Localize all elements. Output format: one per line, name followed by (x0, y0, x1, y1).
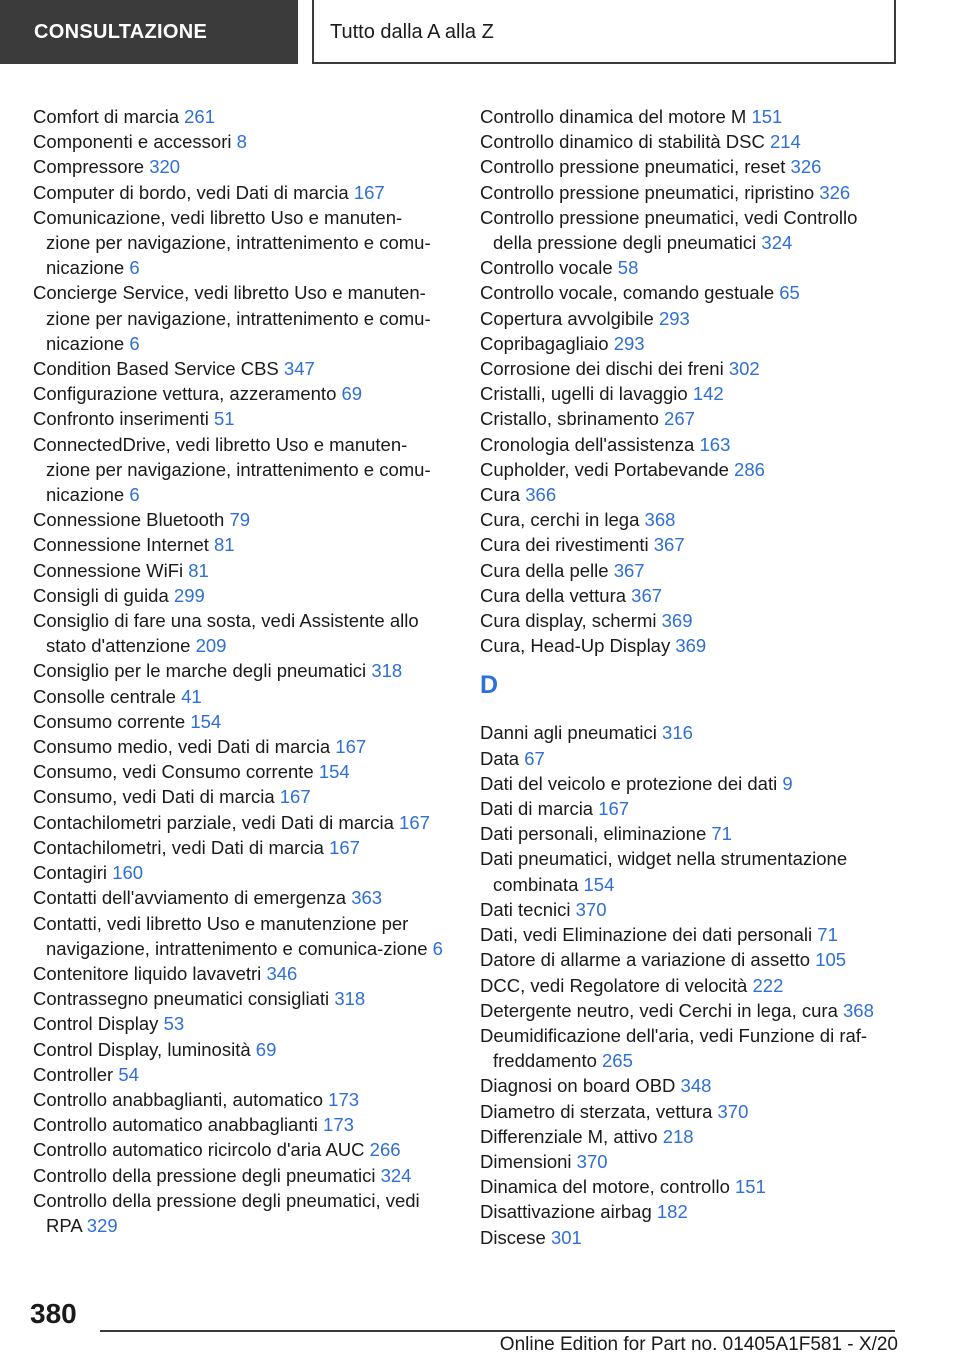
index-entry (480, 280, 900, 305)
page-reference-link[interactable]: 167 (335, 736, 367, 758)
index-entry-text: Cura (480, 484, 521, 506)
index-entry (480, 255, 900, 280)
index-entry-text: Cristalli, ugelli di lavaggio (480, 383, 688, 405)
index-entry (33, 406, 443, 431)
index-entry-text: Corrosione dei dischi dei freni (480, 358, 724, 380)
index-entry (33, 911, 443, 961)
index-entry-text: Data (480, 747, 520, 769)
page-reference-link[interactable]: 267 (664, 408, 695, 430)
index-entry (33, 1087, 443, 1112)
page-reference-link[interactable]: 367 (653, 534, 685, 556)
index-entry (33, 835, 443, 860)
page-reference-link[interactable]: 51 (213, 408, 235, 430)
index-entry (480, 558, 900, 583)
index-entry-text: Contachilometri parziale, vedi Dati di marcia (33, 811, 394, 833)
index-entry-text: Connessione Bluetooth (33, 509, 225, 531)
index-entry (33, 961, 443, 986)
section-letter-heading: D (480, 671, 499, 700)
page-reference-link[interactable]: 266 (369, 1139, 401, 1161)
index-entry-text: Contagiri (33, 862, 108, 884)
index-entry-text: Controllo della pressione degli pneumatici (33, 1164, 376, 1186)
page-reference-link[interactable]: 173 (323, 1114, 354, 1136)
index-group-c (480, 104, 900, 658)
page-reference-link[interactable]: 209 (195, 635, 227, 657)
index-entry-text: Cura, cerchi in lega (480, 509, 640, 531)
index-entry-text: Computer di bordo, vedi Dati di marcia (33, 181, 349, 203)
index-entry-text: Control Display, luminosità (33, 1038, 251, 1060)
index-entry-text: Contatti, vedi libretto Uso e manutenzione per navigazione, intrattenimento e comunica-zione (33, 912, 428, 959)
index-entry-text: Consigli di guida (33, 584, 169, 606)
index-entry (480, 356, 900, 381)
index-entry-text: Diametro di sterzata, vettura (480, 1100, 713, 1122)
index-entry-text: Dati, vedi Eliminazione dei dati personali (480, 924, 813, 946)
index-entry-text: Controllo vocale (480, 257, 613, 279)
index-entry (480, 846, 900, 896)
index-entry (33, 280, 443, 356)
page-reference-link[interactable]: 326 (790, 156, 822, 178)
index-entry (480, 821, 900, 846)
page-reference-link[interactable]: 363 (351, 887, 383, 909)
index-entry (480, 973, 900, 998)
index-entry (33, 1011, 443, 1036)
index-entry-text: Cristallo, sbrinamento (480, 408, 659, 430)
index-entry (33, 1137, 443, 1162)
index-entry (33, 507, 443, 532)
index-entry-text: Dati personali, eliminazione (480, 823, 707, 845)
index-entry-text: Dati pneumatici, widget nella strumentazione combinata (480, 848, 848, 895)
page-reference-link[interactable]: 367 (631, 584, 663, 606)
index-entry (480, 1149, 900, 1174)
index-entry-text: Controllo vocale, comando gestuale (480, 282, 775, 304)
index-entry (33, 154, 443, 179)
index-entry (33, 608, 443, 658)
page-reference-link[interactable]: 326 (819, 181, 851, 203)
page-reference-link[interactable]: 79 (229, 509, 251, 531)
index-entry (33, 1062, 443, 1087)
page-reference-link[interactable]: 6 (129, 257, 140, 279)
topic-tab: Tutto dalla A alla Z (312, 0, 896, 64)
index-entry (33, 1112, 443, 1137)
index-entry (480, 922, 900, 947)
page-reference-link[interactable]: 154 (583, 873, 615, 895)
page-reference-link[interactable]: 151 (751, 106, 783, 127)
index-entry-text: Cura della vettura (480, 584, 627, 606)
index-entry (33, 1188, 443, 1238)
page-reference-link[interactable]: 167 (279, 786, 311, 808)
page-header (0, 0, 960, 66)
index-entry-text: Copertura avvolgibile (480, 307, 654, 329)
index-entry-text: Consumo corrente (33, 710, 186, 732)
page-reference-link[interactable]: 67 (524, 747, 545, 769)
index-entry (33, 658, 443, 683)
index-entry (480, 432, 900, 457)
page-reference-link[interactable]: 167 (399, 811, 430, 833)
page-reference-link[interactable]: 81 (214, 534, 235, 556)
footer-divider (100, 1330, 895, 1332)
index-entry (480, 306, 900, 331)
page-reference-link[interactable]: 154 (190, 710, 222, 732)
index-entry-text: Cronologia dell'assistenza (480, 433, 695, 455)
page-reference-link[interactable]: 301 (550, 1226, 582, 1248)
index-entry (33, 759, 443, 784)
index-entry-text: Connessione WiFi (33, 559, 184, 581)
index-entry-text: Dati tecnici (480, 898, 571, 920)
page-reference-link[interactable]: 214 (769, 131, 801, 153)
index-entry (480, 406, 900, 431)
page-number: 380 (30, 1298, 77, 1329)
index-entry (33, 205, 443, 281)
page-reference-link[interactable]: 8 (236, 131, 247, 153)
index-entry (33, 381, 443, 406)
page-reference-link[interactable]: 293 (613, 332, 645, 354)
section-tab: CONSULTAZIONE (0, 0, 298, 64)
index-entry-text: Consiglio per le marche degli pneumatici (33, 660, 367, 682)
index-entry-text: Discese (480, 1226, 546, 1248)
index-entry (480, 1023, 900, 1073)
index-entry (33, 583, 443, 608)
index-entry-text: Contatti dell'avviamento di emergenza (33, 887, 347, 909)
index-entry-text: Componenti e accessori (33, 131, 232, 153)
index-entry (33, 1163, 443, 1188)
index-entry (480, 154, 900, 179)
index-entry (480, 1073, 900, 1098)
page-reference-link[interactable]: 370 (576, 1150, 608, 1172)
index-entry (480, 507, 900, 532)
index-entry (33, 784, 443, 809)
page-reference-link[interactable]: 81 (188, 559, 209, 581)
page-reference-link[interactable]: 318 (371, 660, 403, 682)
index-entry (480, 796, 900, 821)
index-entry (480, 205, 900, 255)
index-entry (33, 104, 443, 129)
index-entry (33, 558, 443, 583)
page-reference-link[interactable]: 366 (525, 484, 557, 506)
page-reference-link[interactable]: 182 (656, 1201, 688, 1223)
page-reference-link[interactable]: 320 (149, 156, 181, 178)
index-entry-text: Controllo anabbaglianti, automatico (33, 1088, 324, 1110)
index-entry-text: Deumidificazione dell'aria, vedi Funzione di raf-freddamento (480, 1024, 868, 1072)
page-reference-link[interactable]: 369 (675, 635, 707, 657)
index-entry-text: Comunicazione, vedi libretto Uso e manuten-zione per navigazione, intrattenimento e comu-nicazione (33, 206, 431, 279)
page-reference-link[interactable]: 163 (699, 433, 731, 455)
index-entry (33, 180, 443, 205)
index-entry (480, 482, 900, 507)
index-entry (480, 608, 900, 633)
index-column-right (480, 104, 900, 1250)
index-entry-text: Controllo dinamico di stabilità DSC (480, 131, 765, 153)
index-entry-text: Diagnosi on board OBD (480, 1075, 676, 1097)
page-reference-link[interactable]: 299 (173, 584, 205, 606)
page-reference-link[interactable]: 160 (112, 862, 144, 884)
page-reference-link[interactable]: 167 (598, 798, 630, 820)
page-reference-link[interactable]: 53 (163, 1013, 185, 1035)
page-reference-link[interactable]: 41 (181, 685, 202, 707)
index-entry-text: Consumo, vedi Dati di marcia (33, 786, 275, 808)
page-reference-link[interactable]: 347 (283, 358, 315, 380)
index-entry-text: Condition Based Service CBS (33, 358, 279, 380)
index-entry-text: Detergente neutro, vedi Cerchi in lega, cura (480, 999, 838, 1021)
page-reference-link[interactable]: 6 (432, 937, 443, 959)
page-reference-link[interactable]: 105 (815, 949, 847, 971)
index-group-d (480, 720, 900, 1249)
index-entry-text: Datore di allarme a variazione di assetto (480, 949, 811, 971)
index-entry-text: Controller (33, 1063, 114, 1085)
index-entry-text: Dinamica del motore, controllo (480, 1176, 730, 1198)
page-reference-link[interactable]: 71 (817, 924, 838, 946)
page-reference-link[interactable]: 293 (658, 307, 690, 329)
index-entry-text: Controllo pressione pneumatici, reset (480, 156, 786, 178)
index-entry (480, 457, 900, 482)
edition-footer: Online Edition for Part no. 01405A1F581 - X/20 (499, 1334, 898, 1355)
index-entry (480, 1199, 900, 1224)
index-entry-text: Contachilometri, vedi Dati di marcia (33, 836, 324, 858)
index-entry-text: Dati del veicolo e protezione dei dati (480, 772, 778, 794)
index-entry (480, 720, 900, 745)
page-reference-link[interactable]: 173 (328, 1088, 360, 1110)
index-entry-text: Contrassegno pneumatici consigliati (33, 988, 330, 1010)
index-column-left (33, 104, 443, 1238)
index-entry (480, 381, 900, 406)
page-reference-link[interactable]: 316 (662, 722, 693, 744)
index-entry (33, 860, 443, 885)
index-entry (33, 709, 443, 734)
index-entry-text: Consiglio di fare una sosta, vedi Assistente allo stato d'attenzione (33, 610, 419, 657)
index-entry (33, 432, 443, 508)
index-entry (480, 1174, 900, 1199)
page-reference-link[interactable]: 65 (779, 282, 800, 304)
page-reference-link[interactable]: 69 (341, 383, 363, 405)
index-entry (480, 129, 900, 154)
index-entry (480, 532, 900, 557)
page-reference-link[interactable]: 222 (752, 974, 784, 996)
index-entry-text: ConnectedDrive, vedi libretto Uso e manuten-zione per navigazione, intrattenimento e comu-nicazione (33, 433, 431, 506)
index-entry (480, 331, 900, 356)
page-reference-link[interactable]: 324 (380, 1164, 412, 1186)
index-entry-text: Controllo automatico anabbaglianti (33, 1114, 318, 1136)
index-entry (480, 180, 900, 205)
index-entry-text: Differenziale M, attivo (480, 1125, 658, 1147)
page-reference-link[interactable]: 69 (255, 1038, 277, 1060)
index-entry-text: Dati di marcia (480, 798, 594, 820)
page-reference-link[interactable]: 54 (118, 1063, 139, 1085)
page-reference-link[interactable]: 302 (728, 358, 760, 380)
page-reference-link[interactable]: 370 (575, 898, 607, 920)
index-entry (480, 583, 900, 608)
index-entry (33, 734, 443, 759)
index-entry (480, 746, 900, 771)
index-entry (480, 1124, 900, 1149)
index-entry-text: Concierge Service, vedi libretto Uso e manuten-zione per navigazione, intrattenimento e comu-nicazione (33, 282, 431, 354)
index-entry-text: Cupholder, vedi Portabevande (480, 458, 729, 480)
page-reference-link[interactable]: 71 (711, 823, 732, 845)
index-entry-text: Cura dei rivestimenti (480, 534, 649, 556)
index-entry (480, 104, 900, 129)
index-entry-text: Disattivazione airbag (480, 1201, 652, 1223)
page-reference-link[interactable]: 167 (353, 181, 385, 203)
index-entry (480, 947, 900, 972)
page-reference-link[interactable]: 154 (318, 761, 350, 783)
index-entry-text: Controllo pressione pneumatici, vedi Controllo della pressione degli pneumatici (480, 206, 858, 254)
index-entry-text: Copribagagliaio (480, 332, 609, 354)
index-entry (480, 897, 900, 922)
page-reference-link[interactable]: 367 (613, 559, 645, 581)
index-entry-text: Cura della pelle (480, 559, 609, 581)
page-reference-link[interactable]: 329 (86, 1214, 118, 1236)
page-reference-link[interactable]: 265 (602, 1050, 633, 1072)
index-entry (480, 998, 900, 1023)
index-entry-text: Cura, Head-Up Display (480, 635, 671, 657)
index-entry-text: Cura display, schermi (480, 610, 657, 632)
page-reference-link[interactable]: 369 (661, 610, 693, 632)
index-entry (33, 1037, 443, 1062)
index-entry-text: Controllo della pressione degli pneumatici, vedi RPA (33, 1189, 420, 1236)
page-reference-link[interactable]: 6 (129, 332, 140, 354)
index-entry-text: Consolle centrale (33, 685, 176, 707)
index-entry (480, 771, 900, 796)
page-reference-link[interactable]: 9 (782, 772, 793, 794)
index-entry (33, 885, 443, 910)
index-entry (33, 129, 443, 154)
index-entry (33, 810, 443, 835)
page-reference-link[interactable]: 58 (617, 257, 639, 279)
index-entry-text: Comfort di marcia (33, 106, 179, 127)
page-reference-link[interactable]: 346 (266, 962, 298, 984)
page-reference-link[interactable]: 142 (692, 383, 724, 405)
page-reference-link[interactable]: 6 (129, 484, 140, 506)
page-reference-link[interactable]: 167 (329, 836, 360, 858)
index-entry-text: Configurazione vettura, azzeramento (33, 383, 337, 405)
page-reference-link[interactable]: 368 (843, 999, 874, 1021)
index-entry-text: Control Display (33, 1013, 159, 1035)
index-entry (33, 532, 443, 557)
index-entry-text: Confronto inserimenti (33, 408, 209, 430)
page-reference-link[interactable]: 151 (735, 1176, 766, 1198)
index-entry-text: Controllo pressione pneumatici, ripristino (480, 181, 815, 203)
index-entry-text: Controllo dinamica del motore M (480, 106, 747, 127)
page-reference-link[interactable]: 218 (662, 1125, 694, 1147)
index-entry-text: Danni agli pneumatici (480, 722, 657, 744)
index-entry-text: Compressore (33, 156, 145, 178)
index-entry (480, 1225, 900, 1250)
index-entry-text: Controllo automatico ricircolo d'aria AUC (33, 1139, 365, 1161)
page-reference-link[interactable]: 368 (644, 509, 676, 531)
index-entry (33, 986, 443, 1011)
page-reference-link[interactable]: 318 (334, 988, 366, 1010)
page-reference-link[interactable]: 261 (184, 106, 215, 127)
index-entry-text: Consumo medio, vedi Dati di marcia (33, 736, 331, 758)
index-entry-text: Consumo, vedi Consumo corrente (33, 761, 314, 783)
index-entry-text: Connessione Internet (33, 534, 209, 556)
index-entry (33, 356, 443, 381)
page-reference-link[interactable]: 286 (734, 458, 765, 480)
index-entry (33, 684, 443, 709)
index-entry-text: Contenitore liquido lavavetri (33, 962, 262, 984)
index-entry (480, 1099, 900, 1124)
page-reference-link[interactable]: 370 (717, 1100, 749, 1122)
index-entry (480, 633, 900, 658)
index-entry-text: Dimensioni (480, 1150, 572, 1172)
page-reference-link[interactable]: 348 (680, 1075, 712, 1097)
page-reference-link[interactable]: 324 (761, 232, 793, 254)
index-entry-text: DCC, vedi Regolatore di velocità (480, 974, 748, 996)
